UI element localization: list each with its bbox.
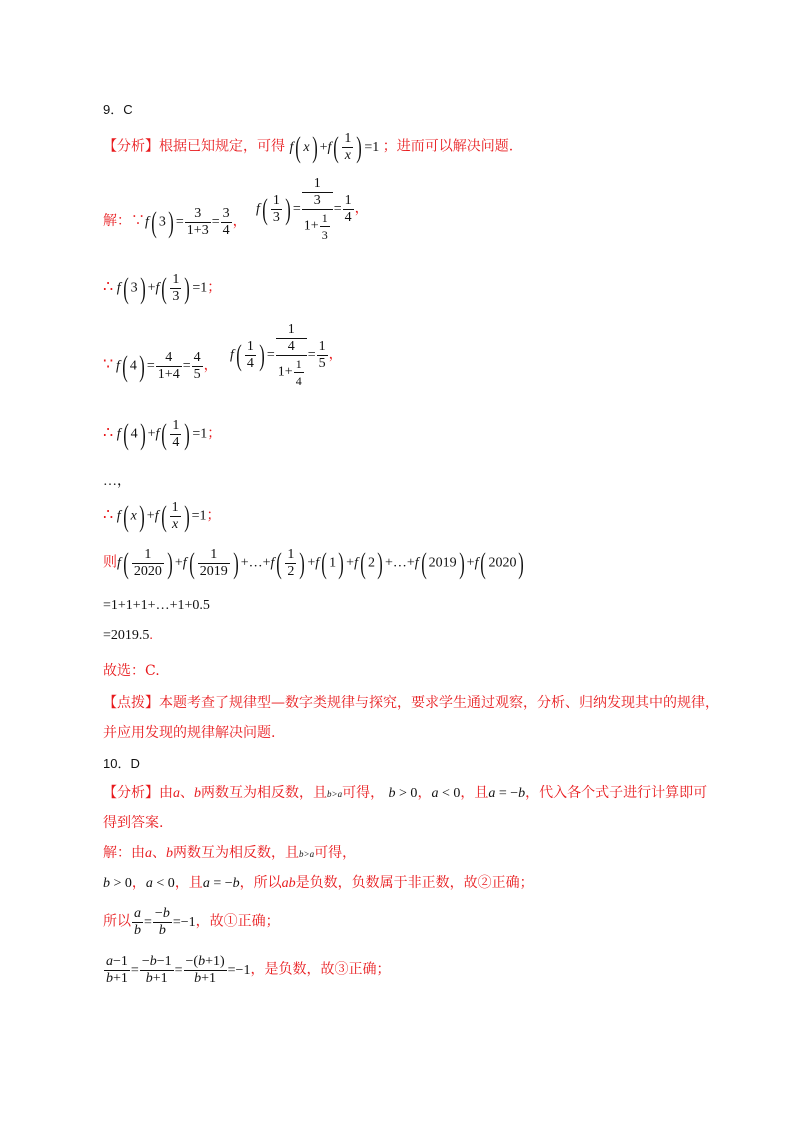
formula-f-one-fourth: f( $\frac{1}{4}$ ) = 1 4 1+ $\frac{1}{4}$ = $\frac{1}{5}$ ，	[230, 322, 343, 388]
sum-line-2: =2019.5.	[103, 628, 153, 643]
sol-label: 解：∵	[103, 213, 145, 229]
q10-line1: b > 0，a < 0，且a = −b，所以ab是负数，负数属于非正数，故②正确；	[103, 875, 534, 891]
q9-point: 【点拨】本题考查了规律型—数字类规律与探究，要求学生通过观察，分析、归纳发现其中的规律，	[103, 695, 719, 711]
q10-analysis-line2: 得到答案.	[103, 815, 164, 831]
sum-line-1: =1+1+1+…+1+0.5	[103, 598, 210, 613]
therefore-line-1: ∴ f( 3) +f( $\frac{1}{3}$ ) =1；	[103, 271, 222, 305]
analysis-tag: 【分析】	[103, 138, 159, 155]
formula-f3: f( 3) = $\frac{3}{1+3}$ = $\frac{3}{4}$ ，	[145, 205, 247, 239]
ellipsis-line: …，	[103, 474, 131, 489]
formula-fx-plus-f1x: f( x) +f( $\frac{1}{x}$ ) =1	[289, 130, 383, 164]
q10-solution: 解：由a、b两数互为相反数，且b>a可得，	[103, 845, 357, 861]
q9-heading: 9．C	[103, 102, 133, 117]
q9-point-line2: 并应用发现的规律解决问题.	[103, 725, 276, 741]
analysis-text-end: ；进而可以解决问题.	[382, 138, 514, 155]
q10-analysis: 【分析】由a、b两数互为相反数，且b>a可得， b > 0，a < 0，且a = −b，代入各个式子进行计算即可	[103, 785, 708, 801]
because-symbol-2: ∵	[103, 354, 114, 373]
q10-line2: 所以 $\frac{a}{b}$ = $\frac{-b}{b}$ =−1，故①正确；	[103, 906, 280, 938]
formula-f4: f( 4) = $\frac{4}{1+4}$ = $\frac{4}{5}$ ，	[116, 349, 218, 383]
formula-f-one-third: f( $\frac{1}{3}$ ) = 1 3 1+ $\frac{1}{3}$ = $\frac{1}{4}$ ，	[256, 176, 369, 242]
therefore-line-3: ∴ f( x) +f( $\frac{1}{x}$ ) =1；	[103, 499, 221, 533]
q10-heading: 10．D	[103, 756, 140, 771]
therefore-line-2: ∴ f( 4) +f( $\frac{1}{4}$ ) =1；	[103, 417, 222, 451]
q9-choice: 故选：C.	[103, 663, 160, 679]
analysis-text: 根据已知规定，可得	[159, 138, 285, 155]
q9-analysis	[103, 131, 513, 164]
sum-expression: 则f( $\frac{1}{2020}$ ) +f( $\frac{1}{2019}$ ) +…+f( $\frac{1}{2}$ ) +f( 1) +f( 2) +…+f( 2019) +f( 2020)	[103, 546, 525, 580]
q10-line3: $\frac{a-1}{b+1}$ = $\frac{-b-1}{b+1}$ = $\frac{-(b+1)}{b+1}$ =−1，是负数，故③正确；	[106, 954, 391, 986]
